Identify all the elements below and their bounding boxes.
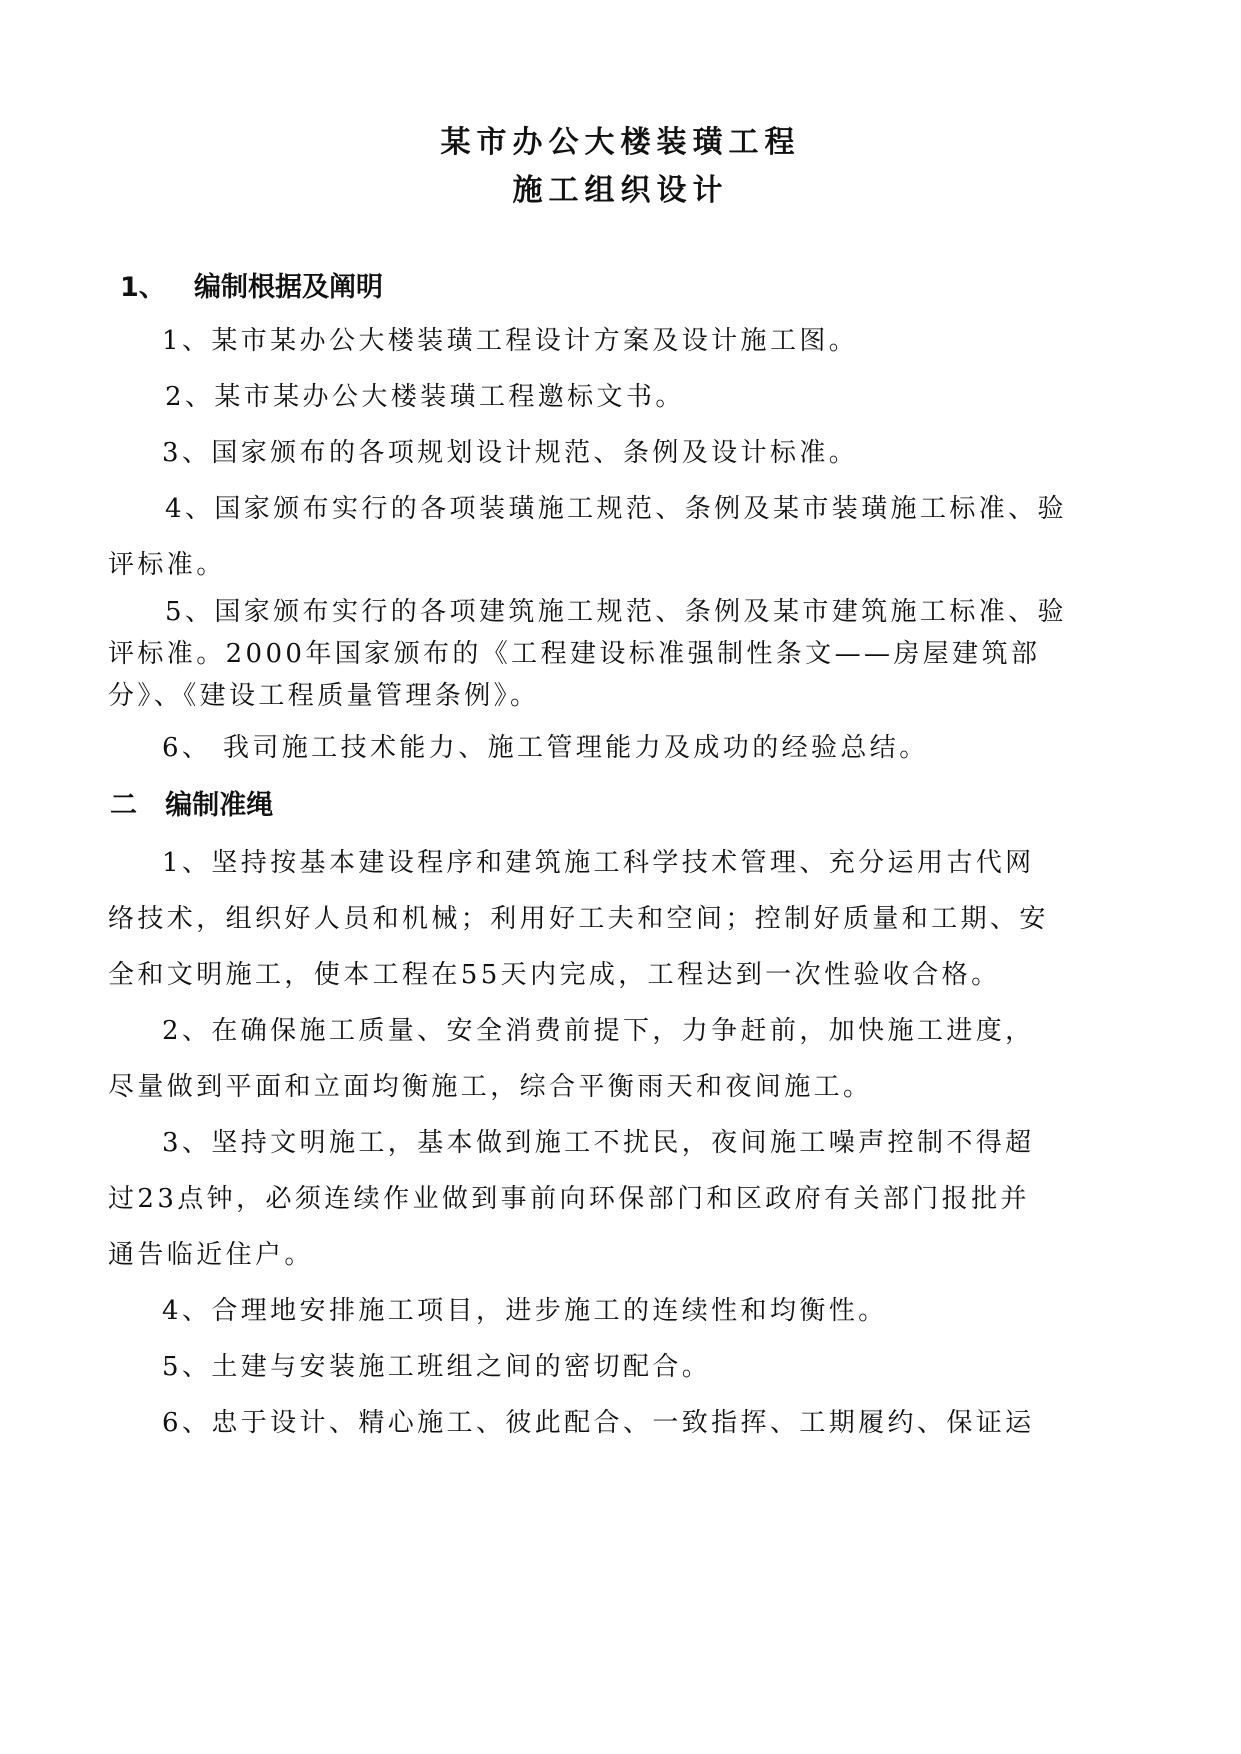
paragraph-line: 评标准。2000年国家颁布的《工程建设标准强制性条文——房屋建筑部: [108, 639, 1041, 669]
paragraph-line: 2、某市某办公大楼装璜工程邀标文书。: [165, 382, 685, 412]
section-heading-1: 1、 编制根据及阐明: [120, 272, 383, 303]
paragraph-line: 1、某市某办公大楼装璜工程设计方案及设计施工图。: [162, 326, 859, 356]
paragraph-line: 通告临近住户。: [108, 1240, 314, 1270]
paragraph-line: 3、国家颁布的各项规划设计规范、条例及设计标准。: [162, 438, 859, 468]
paragraph-line: 4、国家颁布实行的各项装璜施工规范、条例及某市装璜施工标准、验: [165, 494, 1067, 524]
section-heading-2: 二 编制准绳: [110, 790, 274, 821]
paragraph-line: 1、坚持按基本建设程序和建筑施工科学技术管理、充分运用古代网: [162, 848, 1035, 878]
paragraph-line: 分》、《建设工程质量管理条例》。: [108, 681, 540, 711]
paragraph-line: 评标准。: [108, 550, 226, 580]
document-subtitle: 施工组织设计: [512, 173, 729, 208]
paragraph-line: 3、坚持文明施工，基本做到施工不扰民，夜间施工噪声控制不得超: [162, 1128, 1035, 1158]
paragraph-line: 6、 我司施工技术能力、施工管理能力及成功的经验总结。: [162, 733, 929, 763]
paragraph-line: 5、国家颁布实行的各项建筑施工规范、条例及某市建筑施工标准、验: [165, 597, 1067, 627]
paragraph-line: 5、土建与安装施工班组之间的密切配合。: [162, 1352, 712, 1382]
paragraph-line: 尽量做到平面和立面均衡施工，综合平衡雨天和夜间施工。: [108, 1072, 873, 1102]
paragraph-line: 全和文明施工，使本工程在55天内完成，工程达到一次性验收合格。: [108, 960, 1001, 990]
paragraph-line: 2、在确保施工质量、安全消费前提下，力争赶前，加快施工进度，: [162, 1016, 1035, 1046]
paragraph-line: 6、忠于设计、精心施工、彼此配合、一致指挥、工期履约、保证运: [162, 1408, 1035, 1438]
document-title: 某市办公大楼装璜工程: [440, 125, 801, 160]
paragraph-line: 4、合理地安排施工项目，进步施工的连续性和均衡性。: [162, 1296, 888, 1326]
paragraph-line: 络技术，组织好人员和机械；利用好工夫和空间；控制好质量和工期、安: [108, 904, 1049, 934]
paragraph-line: 过23点钟，必须连续作业做到事前向环保部门和区政府有关部门报批并: [108, 1184, 1030, 1214]
